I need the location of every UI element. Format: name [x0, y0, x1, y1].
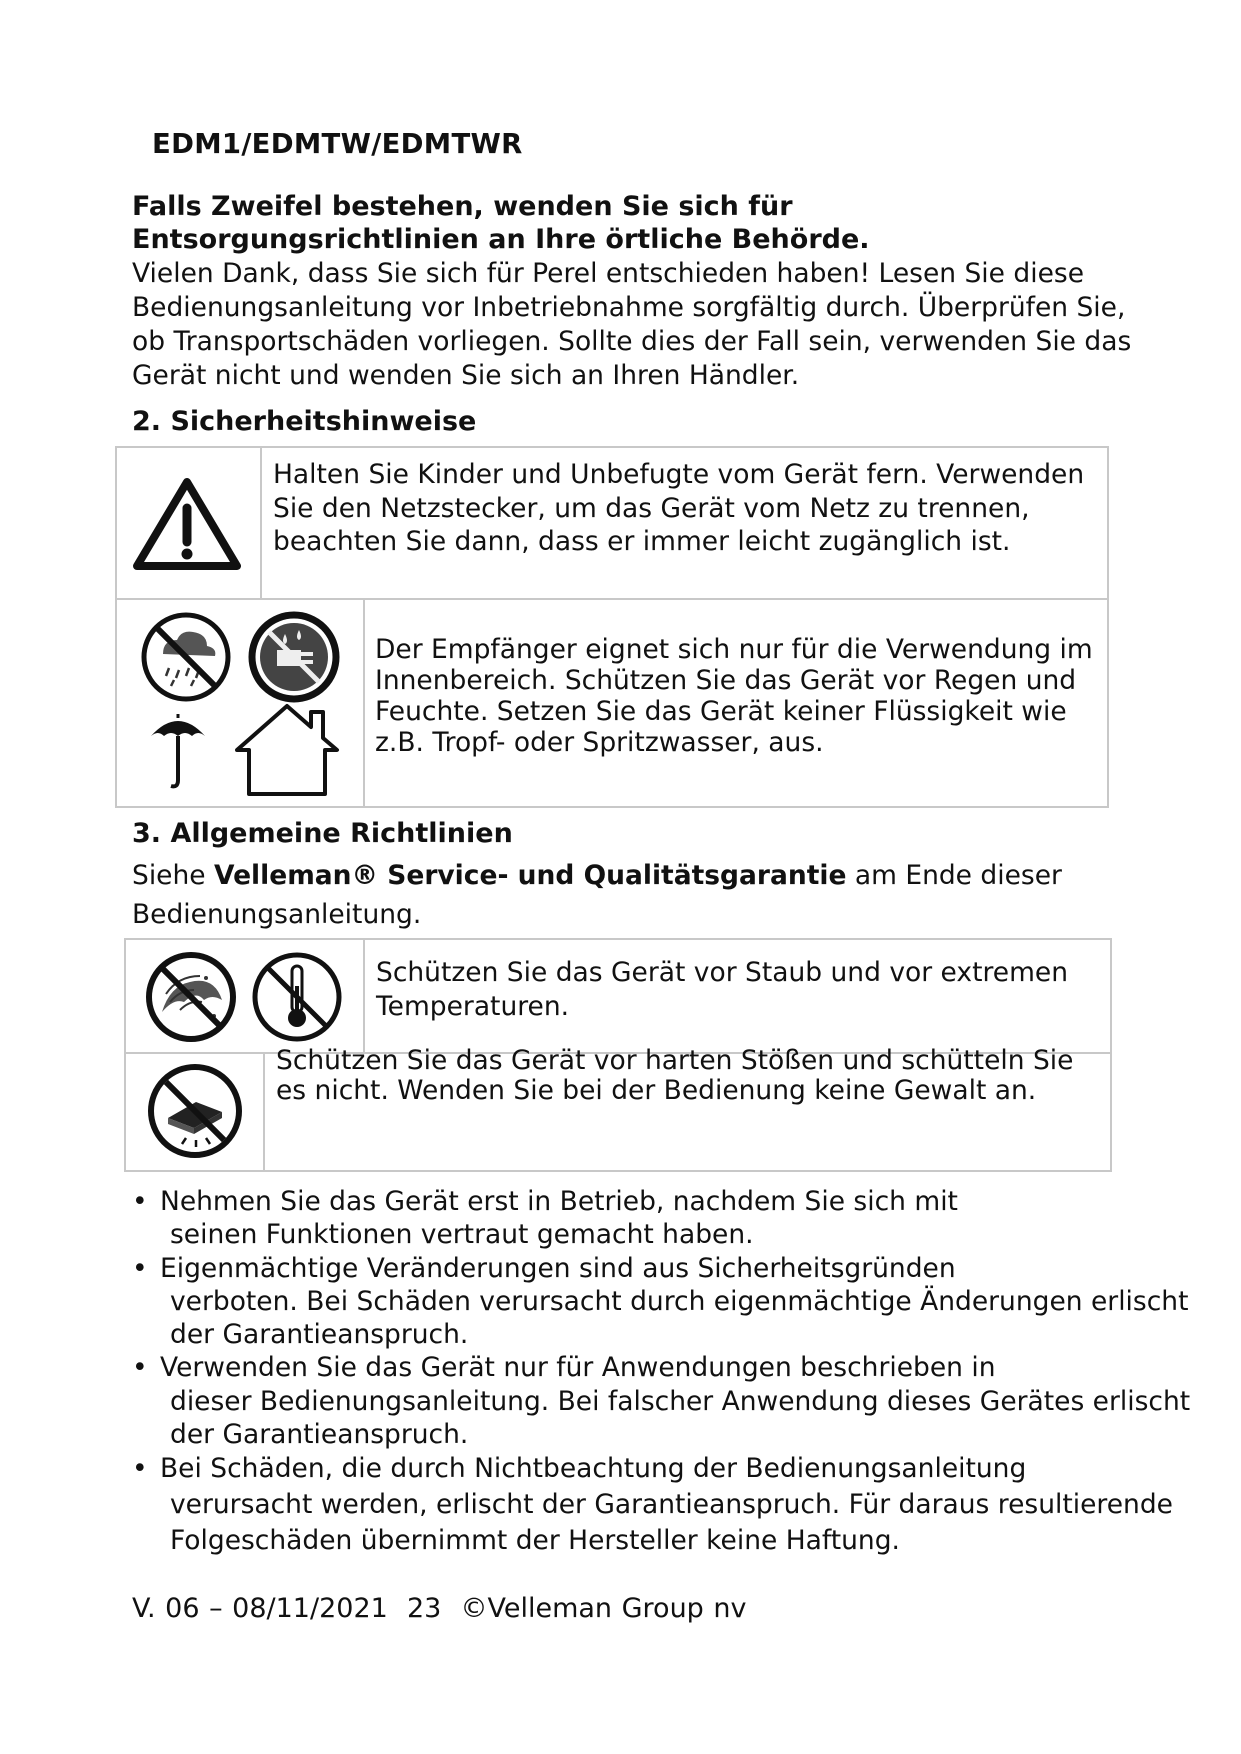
list-item: • Nehmen Sie das Gerät erst in Betrieb, nachdem Sie sich mit seinen Funktionen vertraut gemacht haben.	[132, 1186, 958, 1251]
general-guidelines-list	[132, 1185, 1192, 1559]
general-text-shock: Schützen Sie das Gerät vor harten Stößen und schütteln Sie es nicht. Wenden Sie bei der Bedienung keine Gewalt an.	[276, 1045, 1074, 1106]
general-text-dust: Schützen Sie das Gerät vor Staub und vor extremen Temperaturen.	[376, 957, 1068, 1022]
no-shock-icon	[146, 1062, 244, 1160]
disposal-note: Falls Zweifel bestehen, wenden Sie sich für Entsorgungsrichtlinien an Ihre örtliche Behörde.	[132, 191, 870, 255]
no-extreme-temperature-icon	[250, 950, 344, 1044]
no-water-plug-icon	[247, 610, 341, 704]
list-item: • Verwenden Sie das Gerät nur für Anwendungen beschrieben in dieser Bedienungsanleitung. Bei falscher Anwendung dieses Gerätes erlischt der Garantieanspruch.	[132, 1352, 1191, 1451]
model-number: EDM1/EDMTW/EDMTWR	[152, 128, 523, 160]
general-table	[124, 938, 1112, 1172]
list-item: • Bei Schäden, die durch Nichtbeachtung der Bedienungsanleitung verursacht werden, erlischt der Garantieanspruch. Für daraus resultierende Folgeschäden übernimmt der Hersteller keine Haftung.	[132, 1453, 1173, 1557]
see-guarantee-text: Siehe Velleman® Service- und Qualitätsgarantie am Ende dieser Bedienungsanleitung.	[132, 860, 1062, 930]
indoor-house-icon	[229, 700, 345, 800]
intro-paragraph: Vielen Dank, dass Sie sich für Perel entschieden haben! Lesen Sie diese Bedienungsanleitung vor Inbetriebnahme sorgfältig durch. Überprüfen Sie, ob Transportschäden vorliegen. Sollte dies der Fall sein, verwenden Sie das Gerät nicht und wenden Sie sich an Ihren Händler.	[132, 258, 1132, 391]
no-dust-icon	[144, 950, 238, 1044]
page-footer: V. 06 – 08/11/2021 23 ©Velleman Group nv	[132, 1593, 747, 1624]
section-heading-general: 3. Allgemeine Richtlinien	[132, 818, 513, 849]
no-rain-icon	[139, 610, 233, 704]
safety-text-indoor: Der Empfänger eignet sich nur für die Verwendung im Innenbereich. Schützen Sie das Gerät vor Regen und Feuchte. Setzen Sie das Gerät keiner Flüssigkeit wie z.B. Tropf- oder Spritzwasser, aus.	[375, 634, 1093, 758]
warning-triangle-icon	[133, 476, 241, 572]
safety-table	[115, 446, 1109, 808]
section-heading-safety: 2. Sicherheitshinweise	[132, 406, 477, 437]
umbrella-icon	[147, 710, 209, 790]
list-item: • Eigenmächtige Veränderungen sind aus Sicherheitsgründen verboten. Bei Schäden verursacht durch eigenmächtige Änderungen erlischt der Garantieanspruch.	[132, 1252, 1189, 1351]
safety-text-children: Halten Sie Kinder und Unbefugte vom Gerät fern. Verwenden Sie den Netzstecker, um das Gerät vom Netz zu trennen, beachten Sie dann, dass er immer leicht zugänglich ist.	[273, 459, 1085, 557]
guarantee-name: Velleman® Service- und Qualitätsgarantie	[214, 860, 847, 891]
